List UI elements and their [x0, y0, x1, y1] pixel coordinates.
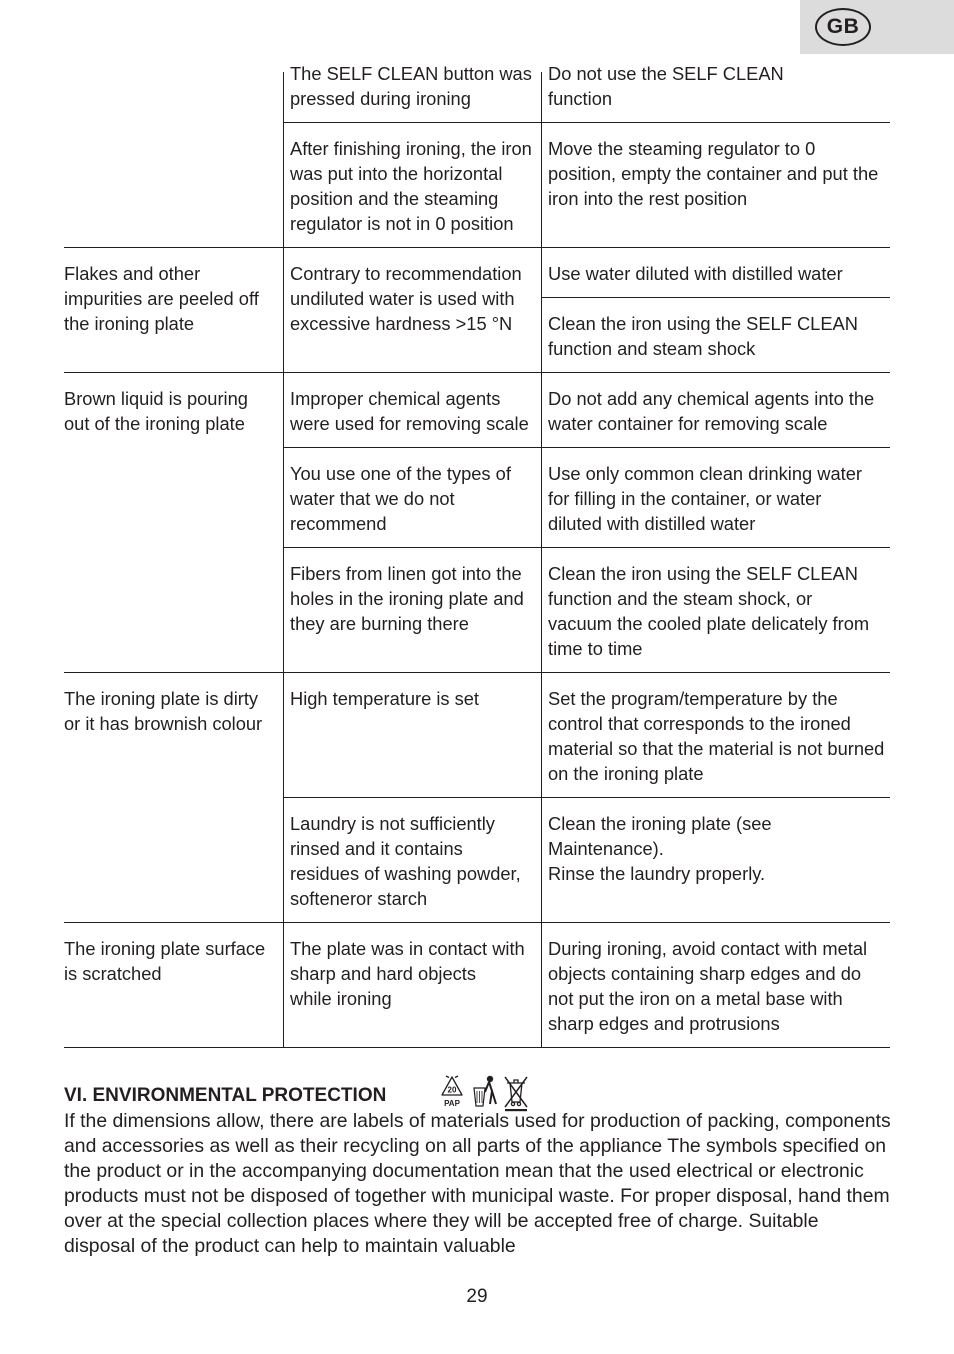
table-cell-solution: Do not add any chemical agents into the water container for removing scale: [548, 388, 875, 434]
table-cell-cause: High temperature is set: [290, 688, 479, 709]
table-cell-cause: After finishing ironing, the iron was put into the horizontal position and the steaming regulator is not in 0 position: [290, 138, 532, 234]
recycle-pap-icon: [442, 1076, 462, 1108]
table-row-divider: [541, 297, 890, 298]
environmental-icons-svg: [438, 1074, 530, 1112]
table-row-divider: [283, 122, 890, 123]
table-cell-solution: Clean the ironing plate (see Maintenance). Rinse the laundry properly.: [548, 813, 772, 884]
table-bottom-border: [64, 1047, 890, 1048]
language-badge: GB: [815, 8, 871, 46]
environmental-icons: [438, 1074, 530, 1112]
recycle-material-label: PAP: [444, 1099, 460, 1108]
table-row-divider: [283, 797, 890, 798]
table-cell-cause: You use one of the types of water that we do not recommend: [290, 463, 511, 534]
table-cell-problem: The ironing plate is dirty or it has brownish colour: [64, 688, 263, 734]
table-column-divider: [541, 72, 542, 1048]
environmental-text: If the dimensions allow, there are labels of materials used for production of packing, components and accessories as well as their recycling on all parts of the appliance The symbols specified on the product or in the accompanying documentation mean that the used electrical or electronic products must not be disposed of together with municipal waste. For proper disposal, hand them over at the special collection places where they will be accepted free of charge. Suitable disposal of the product can help to maintain valuable: [64, 1110, 891, 1257]
language-tab: [800, 0, 954, 54]
page-number: 29: [466, 1286, 488, 1307]
table-row-divider: [64, 672, 890, 673]
table-cell-cause: Fibers from linen got into the holes in the ironing plate and they are burning there: [290, 563, 524, 634]
table-cell-solution: Set the program/temperature by the control that corresponds to the ironed material so that the material is not burned on the ironing plate: [548, 688, 885, 784]
table-cell-cause: The plate was in contact with sharp and hard objects while ironing: [290, 938, 525, 1009]
table-column-divider: [283, 72, 284, 1048]
table-cell-solution: Clean the iron using the SELF CLEAN function and the steam shock, or vacuum the cooled plate delicately from time to time: [548, 563, 870, 659]
table-cell-solution: During ironing, avoid contact with metal objects containing sharp edges and do not put the iron on a metal base with sharp edges and protrusions: [548, 938, 868, 1034]
tidyman-icon: [474, 1076, 496, 1106]
table-cell-problem: The ironing plate surface is scratched: [64, 938, 266, 984]
table-cell-solution: Use only common clean drinking water for filling in the container, or water diluted with distilled water: [548, 463, 862, 534]
table-row-divider: [64, 372, 890, 373]
table-cell-cause: Improper chemical agents were used for removing scale: [290, 388, 529, 434]
table-cell-cause: The SELF CLEAN button was pressed during ironing: [290, 63, 532, 109]
recycle-code-label: 20: [447, 1085, 457, 1095]
table-row-divider: [283, 447, 890, 448]
table-cell-problem: Brown liquid is pouring out of the ironing plate: [64, 388, 248, 434]
table-cell-problem: Flakes and other impurities are peeled off the ironing plate: [64, 263, 259, 334]
table-cell-cause: Contrary to recommendation undiluted water is used with excessive hardness >15 °N: [290, 263, 522, 334]
table-row-divider: [283, 547, 890, 548]
table-cell-solution: Do not use the SELF CLEAN function: [548, 63, 784, 109]
table-cell-solution: Clean the iron using the SELF CLEAN function and steam shock: [548, 313, 858, 359]
table-cell-solution: Move the steaming regulator to 0 position, empty the container and put the iron into the rest position: [548, 138, 879, 209]
section-title: VI. ENVIRONMENTAL PROTECTION: [64, 1085, 387, 1106]
table-row-divider: [64, 247, 890, 248]
table-cell-solution: Use water diluted with distilled water: [548, 263, 843, 284]
crossed-bin-icon: [505, 1077, 527, 1111]
table-cell-cause: Laundry is not sufficiently rinsed and it contains residues of washing powder, softeneror starch: [290, 813, 521, 909]
table-row-divider: [64, 922, 890, 923]
